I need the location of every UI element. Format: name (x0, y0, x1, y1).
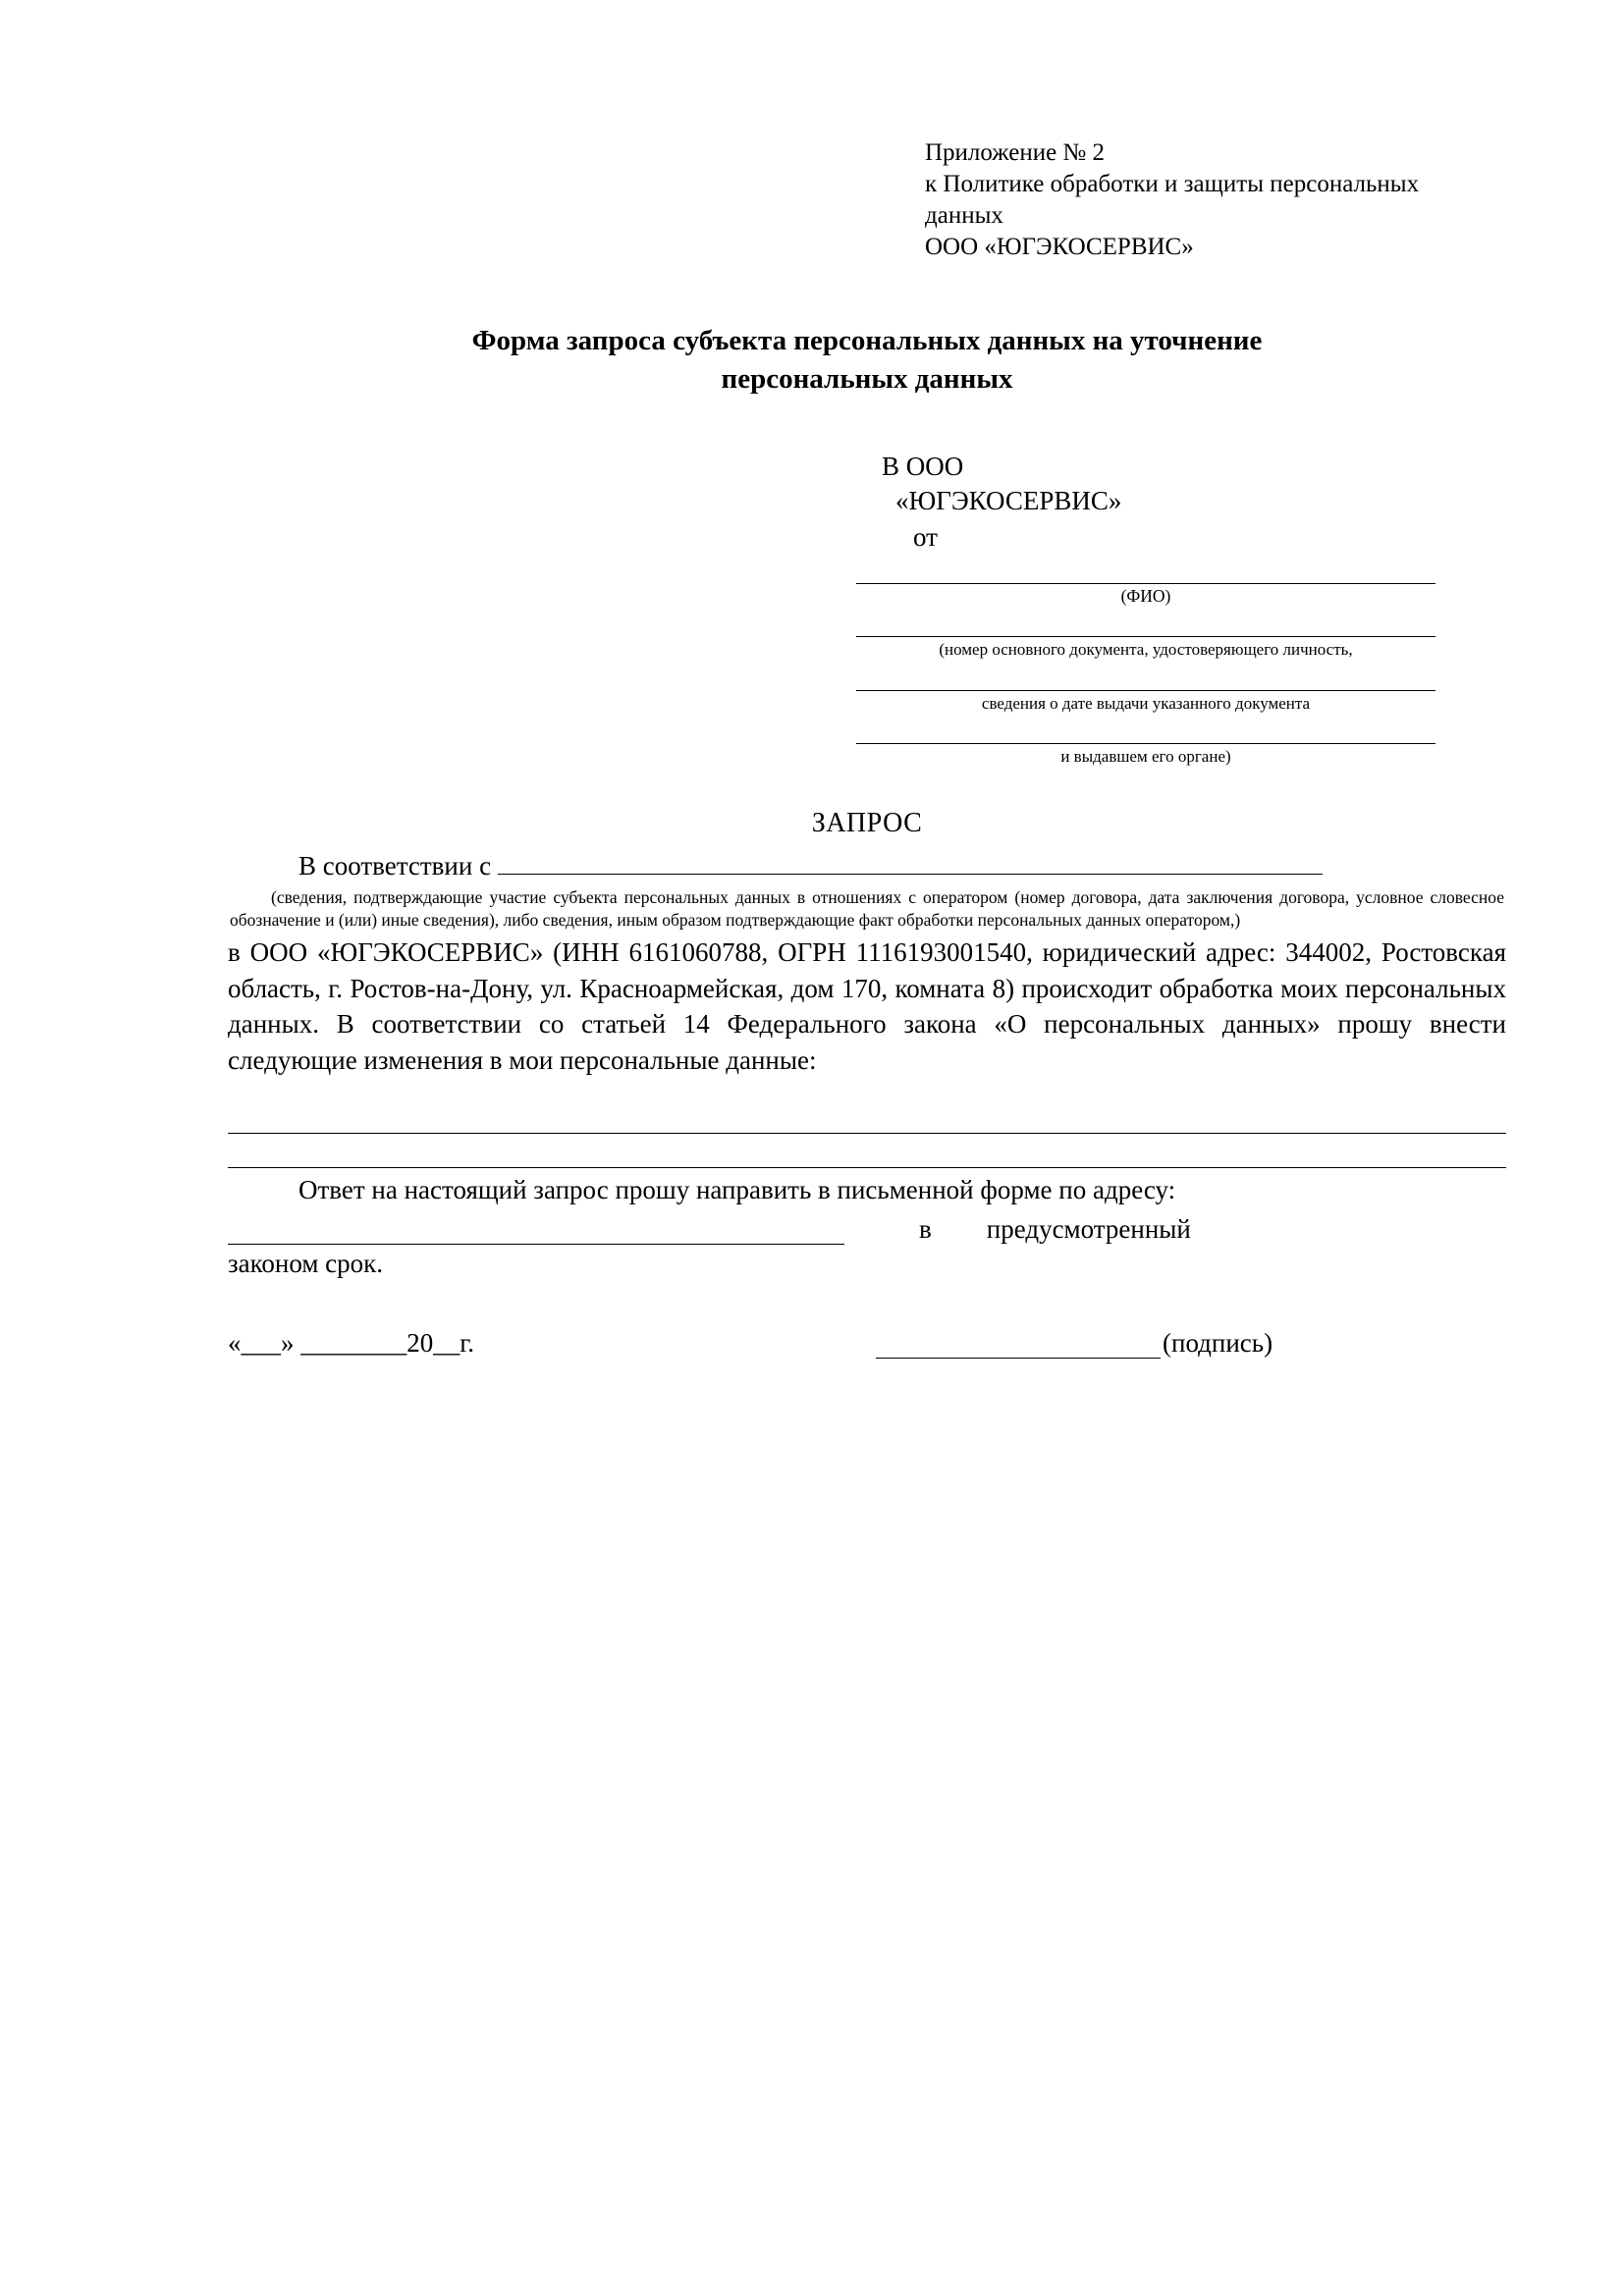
answer-tail: законом срок. (228, 1248, 384, 1278)
main-paragraph: в ООО «ЮГЭКОСЕРВИС» (ИНН 6161060788, ОГРН 1116193001540, юридический адрес: 344002, Ростовская область, г. Ростов-на-Дону, ул. Красноармейская, дом 170, комната 8) происходит обработка моих персональных данных. В соответствии со статьей 14 Федерального закона «О персональных данных» прошу внести следующие изменения в мои персональные данные: (228, 937, 1506, 1075)
appendix-number: Приложение № 2 (925, 139, 1106, 166)
page-title-line2: персональных данных (721, 363, 1013, 396)
appendix-company: ООО «ЮГЭКОСЕРВИС» (925, 234, 1194, 260)
document-number-caption: (номер основного документа, удостоверяющего личность, (939, 640, 1353, 660)
answer-request-line: Ответ на настоящий запрос прошу направить в письменной форме по адресу: (298, 1175, 1176, 1205)
fio-input[interactable] (856, 561, 1435, 584)
addressee-block (866, 450, 1435, 555)
addressee-line2: «ЮГЭКОСЕРВИС» (895, 486, 1122, 516)
appendix-policy-line2: данных (925, 202, 1003, 229)
document-content (228, 137, 1506, 1359)
answer-word-in: в (919, 1213, 932, 1244)
document-issuer-caption: и выдавшем его органе) (1060, 746, 1231, 766)
document-issuer-input[interactable] (856, 721, 1435, 744)
answer-address-input[interactable] (228, 1222, 844, 1245)
document-number-input[interactable] (856, 614, 1435, 637)
document-date-input[interactable] (856, 668, 1435, 691)
answer-address-row (228, 1214, 1506, 1245)
signature-row (228, 1328, 1506, 1359)
addressee-from-label: от (913, 522, 938, 553)
fio-caption: (ФИО) (1120, 585, 1171, 606)
changes-input-line-1[interactable] (228, 1099, 1506, 1134)
page-title (228, 322, 1506, 399)
document-date-caption: сведения о дате выдачи указанного документа (981, 693, 1311, 713)
in-accordance-input[interactable] (498, 852, 1323, 875)
in-accordance-line (228, 849, 1506, 884)
request-heading: ЗАПРОС (811, 808, 923, 839)
appendix-header (925, 137, 1534, 263)
signature-input[interactable] (876, 1336, 1161, 1359)
addressee-line1: В ООО (882, 452, 964, 482)
in-accordance-label: В соответствии с (298, 851, 492, 881)
in-accordance-note (228, 886, 1506, 932)
appendix-policy-line1: к Политике обработки и защиты персональных (925, 171, 1420, 197)
note-text: (сведения, подтверждающие участие субъекта персональных данных в отношениях с оператором (номер договора, дата заключения договора, условное словесное обозначение и (или) иные сведения), либо сведения, иным образом подтверждающие факт обработки персональных данных оператором,) (230, 886, 1504, 930)
signature-caption: (подпись) (1163, 1327, 1273, 1358)
page-title-line1: Форма запроса субъекта персональных данных на уточнение (471, 325, 1263, 356)
changes-input-line-2[interactable] (228, 1134, 1506, 1168)
applicant-fields (856, 561, 1435, 768)
answer-word-provided: предусмотренный (986, 1213, 1191, 1244)
signature-date[interactable]: «___» ________20__г. (228, 1327, 475, 1358)
